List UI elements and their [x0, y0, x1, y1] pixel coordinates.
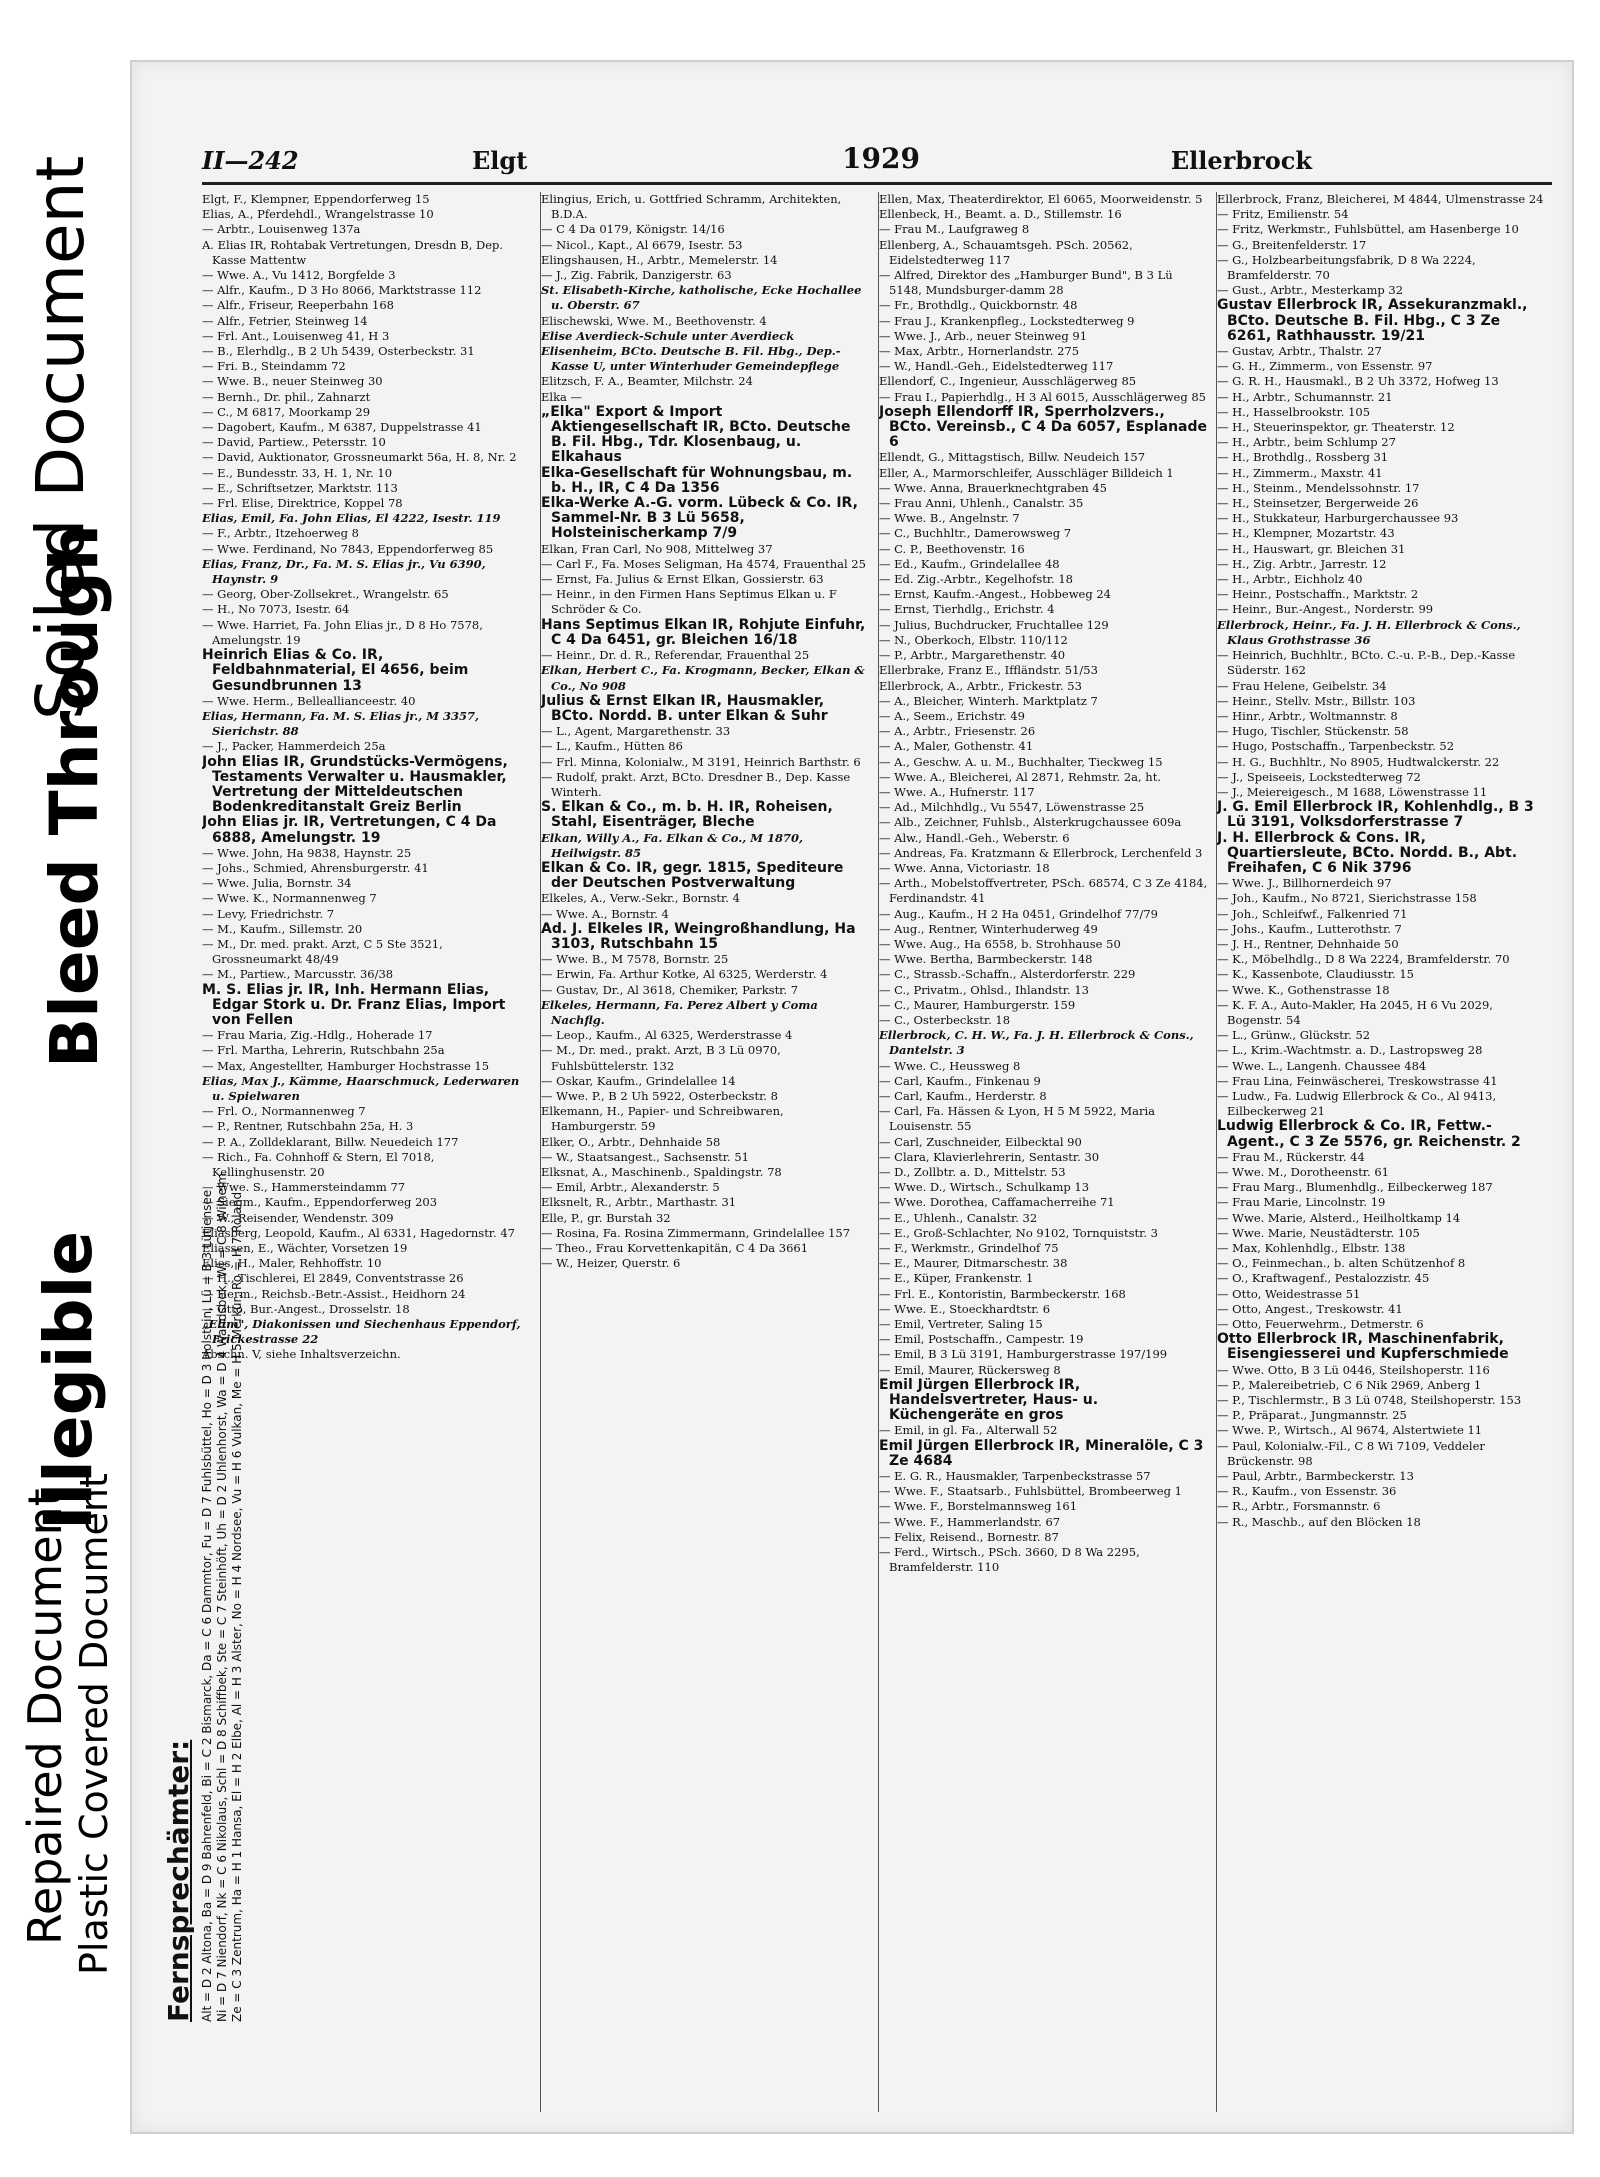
- directory-entry: — W., Reisender, Wendenstr. 309: [202, 1210, 394, 1225]
- directory-entry: — Aug., Rentner, Winterhuderweg 49: [879, 921, 1098, 936]
- directory-entry: — C., Privatm., Ohlsd., Ihlandstr. 13: [879, 982, 1089, 997]
- directory-entry: — H. G., Buchhltr., No 8905, Hudtwalckerstr. 22: [1217, 754, 1500, 769]
- header-first-name: Elgt: [472, 146, 528, 175]
- directory-entry: Elkeles, Hermann, Fa. Perez Albert y Coma Nachflg.: [541, 997, 818, 1027]
- directory-entry: — M., Dr. med. prakt. Arzt, C 5 Ste 3521, Grossneumarkt 48/49: [202, 936, 443, 967]
- directory-entry: — J. H., Rentner, Dehnhaide 50: [1217, 936, 1399, 951]
- directory-entry: — G., Holzbearbeitungsfabrik, D 8 Wa 2224, Bramfelderstr. 70: [1217, 252, 1476, 283]
- directory-entry: — Wwe. Bertha, Barmbeckerstr. 148: [879, 952, 1093, 967]
- directory-entry: — Alfred, Direktor des „Hamburger Bund", B 3 Lü 5148, Mundsburger-damm 28: [879, 268, 1173, 298]
- directory-entry: Julius & Ernst Elkan IR, Hausmakler, BCto. Nordd. B. unter Elkan & Suhr: [541, 692, 828, 724]
- directory-entry: — Gust., Arbtr., Mesterkamp 32: [1217, 283, 1404, 298]
- directory-entry: — Frl. E., Kontoristin, Barmbeckerstr. 168: [879, 1286, 1126, 1301]
- directory-entry: — Hugo, Postschaffn., Tarpenbeckstr. 52: [1217, 739, 1455, 754]
- directory-entry: — Wwe. B., M 7578, Bornstr. 25: [541, 952, 729, 967]
- directory-entry: — David, Partiew., Petersstr. 10: [202, 435, 386, 450]
- directory-entry: — Julius, Buchdrucker, Fruchtallee 129: [879, 617, 1109, 632]
- directory-entry: — Andreas, Fa. Kratzmann & Ellerbrock, Lerchenfeld 3: [879, 845, 1203, 860]
- directory-entry: — E. G. R., Hausmakler, Tarpenbeckstrasse 57: [879, 1469, 1151, 1484]
- directory-entry: — L., Agent, Margarethenstr. 33: [541, 724, 731, 739]
- directory-entry: — Arth., Mobelstoffvertreter, PSch. 68574, C 3 Ze 4184, Ferdinandstr. 41: [879, 876, 1208, 906]
- directory-entry: — Wwe. C., Heussweg 8: [879, 1058, 1021, 1073]
- directory-entry: Heinrich Elias & Co. IR, Feldbahnmaterial, El 4656, beim Gesundbrunnen 13: [202, 647, 469, 694]
- directory-entry: — W., Handl.-Geh., Eidelstedterweg 117: [879, 359, 1114, 374]
- directory-entry: Elias, Max J., Kämme, Haarschmuck, Lederwaren u. Spielwaren: [202, 1073, 520, 1103]
- directory-entry: — W., Heizer, Querstr. 6: [541, 1256, 681, 1271]
- directory-entry: — Wwe. J., Arb., neuer Steinweg 91: [879, 328, 1088, 343]
- directory-entry: — Wwe. P., B 2 Uh 5922, Osterbeckstr. 8: [541, 1088, 778, 1103]
- directory-entry: — Frau Maria, Zig.-Hdlg., Hoherade 17: [202, 1028, 433, 1043]
- directory-entry: — Heinr., Dr. d. R., Referendar, Frauenthal 25: [541, 648, 810, 663]
- directory-entry: — H., Steinm., Mendelssohnstr. 17: [1217, 480, 1420, 495]
- directory-entry: Elkemann, H., Papier- und Schreibwaren, Hamburgerstr. 59: [541, 1104, 784, 1134]
- directory-entry: — Paul, Kolonialw.-Fil., C 8 Wi 7109, Veddeler Brückenstr. 98: [1217, 1438, 1485, 1468]
- directory-entry: — Ernst, Fa. Julius & Ernst Elkan, Gossierstr. 63: [541, 572, 824, 587]
- directory-entry: — Wwe. Harriet, Fa. John Elias jr., D 8 Ho 7578, Amelungstr. 19: [202, 617, 483, 647]
- directory-entry: — Carl F., Fa. Moses Seligman, Ha 4574, Frauenthal 25: [541, 556, 866, 571]
- directory-entry: Elise Averdieck-Schule unter Averdieck: [541, 328, 795, 343]
- directory-entry: — B., Elerhdlg., B 2 Uh 5439, Osterbeckstr. 31: [202, 344, 475, 359]
- directory-entry: — P., Arbtr., Margarethenstr. 40: [879, 648, 1066, 663]
- directory-entry: — Wwe. A., Bornstr. 4: [541, 906, 669, 921]
- directory-entry: — Wwe. M., Dorotheenstr. 61: [1217, 1165, 1389, 1179]
- directory-entry: — H., Zig. Arbtr., Jarrestr. 12: [1217, 556, 1387, 571]
- directory-entry: — K., Kassenbote, Claudiusstr. 15: [1217, 967, 1414, 982]
- directory-entry: — Joh., Kaufm., No 8721, Sierichstrasse 158: [1217, 891, 1477, 906]
- directory-entry: — A., Geschw. A. u. M., Buchhalter, Tieckweg 15: [879, 754, 1163, 769]
- directory-entry: — Otto, Weidestrasse 51: [1217, 1286, 1361, 1301]
- directory-entry: — K. F. A., Auto-Makler, Ha 2045, H 6 Vu 2029, Bogenstr. 54: [1217, 997, 1493, 1027]
- directory-entry: — J., Zig. Fabrik, Danzigerstr. 63: [541, 268, 732, 283]
- directory-entry: — Fritz, Werkmstr., Fuhlsbüttel, am Hasenberge 10: [1217, 222, 1519, 237]
- directory-entry: — Emil, Maurer, Rückersweg 8: [879, 1362, 1061, 1377]
- directory-entry: — Wwe. F., Borstelmannsweg 161: [879, 1499, 1078, 1514]
- directory-entry: — Max, Kohlenhdlg., Elbstr. 138: [1217, 1241, 1406, 1256]
- directory-entry: — A., Maler, Gothenstr. 41: [879, 739, 1034, 754]
- directory-entry: — G. H., Zimmerm., von Essenstr. 97: [1217, 359, 1433, 374]
- directory-entry: — Ernst, Tierhdlg., Erichstr. 4: [879, 602, 1055, 617]
- directory-entry: Elksnelt, R., Arbtr., Marthastr. 31: [541, 1195, 737, 1210]
- directory-entry: — Rosina, Fa. Rosina Zimmermann, Grindelallee 157: [541, 1225, 851, 1240]
- directory-entry: — H., Brothdlg., Rossberg 31: [1217, 450, 1389, 465]
- directory-entry: Ellerbrake, Franz E., Iffländstr. 51/53: [879, 663, 1098, 678]
- directory-entry: — Aug., Kaufm., H 2 Ha 0451, Grindelhof 77/79: [879, 906, 1158, 921]
- directory-entry: — Wwe. F., Hammerlandstr. 67: [879, 1514, 1061, 1529]
- directory-entry: — H., Arbtr., Eichholz 40: [1217, 572, 1363, 587]
- directory-entry: — R., Arbtr., Forsmannstr. 6: [1217, 1499, 1381, 1514]
- directory-entry: M. S. Elias jr. IR, Inh. Hermann Elias, Edgar Stork u. Dr. Franz Elias, Import von Fellen: [202, 981, 506, 1028]
- directory-entry: — Ed. Zig.-Arbtr., Kegelhofstr. 18: [879, 572, 1074, 587]
- directory-entry: — Alfr., Fetrier, Steinweg 14: [202, 313, 368, 328]
- directory-entry: Elisenheim, BCto. Deutsche B. Fil. Hbg., Dep.-Kasse U, unter Winterhuder Gemeindepflege: [541, 344, 841, 374]
- directory-entry: Eliasberg, Leopold, Kaufm., Al 6331, Hagedornstr. 47: [202, 1225, 515, 1240]
- directory-entry: — Frl. Elise, Direktrice, Koppel 78: [202, 496, 403, 511]
- directory-entry: — Ed., Kaufm., Grindelallee 48: [879, 556, 1060, 571]
- legend-line: Ze = C 3 Zentrum, Ha = H 1 Hansa, El = H 2 Elbe, Al = H 3 Alster, No = H 4 Nordsee, Vu = H 6 Vulkan, Me = H 5 Merkur, Ro = H 7 Roland: [230, 1191, 244, 2022]
- directory-entry: — K., Möbelhdlg., D 8 Wa 2224, Bramfelderstr. 70: [1217, 952, 1510, 967]
- directory-entry: Otto Ellerbrock IR, Maschinenfabrik, Eisengiesserei und Kupferschmiede: [1217, 1331, 1509, 1363]
- column-1: [202, 192, 532, 2112]
- directory-entry: — C., Osterbeckstr. 18: [879, 1012, 1011, 1027]
- directory-entry: — Ferd., Wirtsch., PSch. 3660, D 8 Wa 2295, Bramfelderstr. 110: [879, 1545, 1140, 1575]
- directory-entry: John Elias jr. IR, Vertretungen, C 4 Da 6888, Amelungstr. 19: [202, 814, 497, 846]
- directory-entry: — Emil, Arbtr., Alexanderstr. 5: [541, 1180, 720, 1195]
- directory-entry: Ellerbrock, A., Arbtr., Frickestr. 53: [879, 678, 1082, 693]
- directory-entry: — Carl, Kaufm., Finkenau 9: [879, 1073, 1041, 1088]
- directory-entry: A. Elias IR, Rohtabak Vertretungen, Dresdn B, Dep. Kasse Mattentw: [202, 237, 504, 267]
- directory-entry: — Ernst, Kaufm.-Angest., Hobbeweg 24: [879, 587, 1111, 602]
- directory-entry: — Frau Marie, Lincolnstr. 19: [1217, 1195, 1386, 1210]
- directory-entry: — Otto, Feuerwehrm., Detmerstr. 6: [1217, 1317, 1424, 1332]
- directory-entry: — Frau M., Laufgraweg 8: [879, 222, 1030, 237]
- directory-entry: — H., Arbtr., Schumannstr. 21: [1217, 389, 1393, 404]
- legend-title: Fernsprechämter:: [162, 1739, 195, 2022]
- directory-entry: — Paul, Arbtr., Barmbeckerstr. 13: [1217, 1469, 1414, 1484]
- directory-entry: — R., Maschb., auf den Blöcken 18: [1217, 1514, 1421, 1529]
- directory-entry: — C. P., Beethovenstr. 16: [879, 541, 1025, 556]
- directory-entry: — Fri. B., Steindamm 72: [202, 359, 346, 374]
- directory-entry: — P., Tischlermstr., B 3 Lü 0748, Steilshoperstr. 153: [1217, 1393, 1522, 1408]
- legend-line: Ni = D 7 Niendorf, Nk = C 6 Nikolaus, Schl = D 8 Schiffbek, Ste = C 7 Steinhöft, Uh = D 2 Uhlenhorst, Wa = D 4 Wandsbek, Wi = C 8 Wilhelm: [215, 1173, 229, 2022]
- directory-entry: — A., Arbtr., Friesenstr. 26: [879, 724, 1036, 739]
- directory-entry: — Arbtr., Louisenweg 137a: [202, 222, 361, 237]
- directory-entry: — Carl, Kaufm., Herderstr. 8: [879, 1088, 1047, 1103]
- directory-entry: — Wwe. A., Hufnerstr. 117: [879, 784, 1035, 799]
- directory-entry: — C., Maurer, Hamburgerstr. 159: [879, 997, 1076, 1012]
- directory-entry: Elkeles, A., Verw.-Sekr., Bornstr. 4: [541, 891, 740, 906]
- directory-entry: — H., No 7073, Isestr. 64: [202, 602, 350, 617]
- directory-entry: — Wwe. E., Stoeckhardtstr. 6: [879, 1301, 1051, 1316]
- directory-entry: Elias, Hermann, Fa. M. S. Elias jr., M 3357, Sierichstr. 88: [202, 708, 480, 739]
- directory-entry: — D., Zollbtr. a. D., Mittelstr. 53: [879, 1165, 1066, 1179]
- directory-entry: „Elim", Diakonissen und Siechenhaus Eppendorf, Frickestrasse 22: [202, 1317, 521, 1347]
- directory-entry: — Frl. Martha, Lehrerin, Rutschbahn 25a: [202, 1043, 445, 1058]
- directory-entry: Elischewski, Wwe. M., Beethovenstr. 4: [541, 313, 767, 328]
- directory-entry: — Wwe. Ferdinand, No 7843, Eppendorferweg 85: [202, 541, 494, 556]
- directory-entry: — Frau M., Rückerstr. 44: [1217, 1149, 1365, 1164]
- directory-entry: — Wwe. A., Bleicherei, Al 2871, Rehmstr. 2a, ht.: [879, 769, 1161, 784]
- directory-entry: — Clara, Klavierlehrerin, Sentastr. 30: [879, 1149, 1100, 1164]
- directory-entry: Elkan, Fran Carl, No 908, Mittelweg 37: [541, 541, 773, 556]
- directory-entry: Ellenberg, A., Schauamtsgeh. PSch. 20562, Eidelstedterweg 117: [879, 237, 1133, 267]
- directory-entry: — Gustav, Arbtr., Thalstr. 27: [1217, 344, 1382, 359]
- directory-entry: — L., Krim.-Wachtmstr. a. D., Lastropsweg 28: [1217, 1043, 1483, 1058]
- directory-entry: — Johs., Schmied, Ahrensburgerstr. 41: [202, 860, 429, 875]
- directory-entry: — Wwe. Otto, B 3 Lü 0446, Steilshoperstr. 116: [1217, 1362, 1490, 1377]
- directory-entry: Emil Jürgen Ellerbrock IR, Handelsvertreter, Haus- u. Küchengeräte en gros: [879, 1376, 1099, 1424]
- page-number: II—242: [202, 146, 299, 175]
- directory-entry: — C 4 Da 0179, Königstr. 14/16: [541, 222, 725, 237]
- directory-entry: — G., Breitenfelderstr. 17: [1217, 237, 1367, 252]
- directory-entry: — Wwe. D., Wirtsch., Schulkamp 13: [879, 1180, 1090, 1195]
- directory-entry: — Frau Marg., Blumenhdlg., Eilbeckerweg 187: [1217, 1180, 1493, 1195]
- directory-entry: — Wwe. K., Normannenweg 7: [202, 891, 377, 906]
- directory-entry: — Frl. Minna, Kolonialw., M 3191, Heinrich Barthstr. 6: [541, 754, 861, 769]
- directory-entry: — Heinr., Stellv. Mstr., Billstr. 103: [1217, 693, 1416, 708]
- directory-entry: Ellerbrock, Heinr., Fa. J. H. Ellerbrock & Cons., Klaus Grothstrasse 36: [1217, 617, 1521, 647]
- directory-entry: — Wwe. Anna, Brauerknechtgraben 45: [879, 480, 1107, 495]
- directory-entry: — M., Dr. med., prakt. Arzt, B 3 Lü 0970, Fuhlsbüttelerstr. 132: [541, 1043, 781, 1073]
- directory-entry: — Hinr., Arbtr., Woltmannstr. 8: [1217, 708, 1398, 723]
- directory-entry: — M., Kaufm., Sillemstr. 20: [202, 921, 363, 936]
- directory-entry: Gustav Ellerbrock IR, Assekuranzmakl., BCto. Deutsche B. Fil. Hbg., C 3 Ze 6261, Rathhausstr. 19/21: [1217, 297, 1528, 344]
- directory-entry: — Wwe. S., Hammersteindamm 77: [202, 1180, 406, 1195]
- directory-entry: „Elka" Export & Import Aktiengesellschaft IR, BCto. Deutsche B. Fil. Hbg., Tdr. Klosenbaug, u. Elkahaus: [541, 403, 851, 466]
- directory-entry: — E., Schriftsetzer, Marktstr. 113: [202, 480, 398, 495]
- directory-entry: — H., Steinsetzer, Bergerweide 26: [1217, 496, 1419, 511]
- directory-entry: Elingius, Erich, u. Gottfried Schramm, Architekten, B.D.A.: [541, 192, 842, 222]
- directory-entry: — Wwe. Julia, Bornstr. 34: [202, 876, 352, 891]
- directory-entry: — C., M 6817, Moorkamp 29: [202, 404, 371, 419]
- directory-entry: Ellendorf, C., Ingenieur, Ausschlägerweg 85: [879, 374, 1137, 389]
- directory-entry: — A., Seem., Erichstr. 49: [879, 708, 1025, 723]
- directory-entry: Elies, H., Maler, Rehhoffstr. 10: [202, 1256, 382, 1271]
- directory-entry: — Wwe. L., Langenh. Chaussee 484: [1217, 1058, 1427, 1073]
- directory-entry: — G. R. H., Hausmakl., B 2 Uh 3372, Hofweg 13: [1217, 374, 1499, 389]
- directory-entry: Elka —: [541, 389, 583, 404]
- directory-entry: Elias, Emil, Fa. John Elias, El 4222, Isestr. 119: [202, 511, 501, 526]
- directory-entry: — F., Arbtr., Itzehoerweg 8: [202, 526, 359, 541]
- directory-entry: — Ludw., Fa. Ludwig Ellerbrock & Co., Al 9413, Eilbeckerweg 21: [1217, 1088, 1497, 1119]
- directory-entry: — E., Küper, Frankenstr. 1: [879, 1271, 1034, 1286]
- directory-entry: — Alb., Zeichner, Fuhlsb., Alsterkrugchaussee 609a: [879, 815, 1182, 830]
- column-2: [540, 192, 871, 2112]
- directory-entry: — E., Maurer, Ditmarschestr. 38: [879, 1256, 1068, 1271]
- directory-entry: — Wwe. Aug., Ha 6558, b. Strohhause 50: [879, 936, 1121, 951]
- directory-entry: John Elias IR, Grundstücks-Vermögens, Testaments Verwalter u. Hausmakler, Vertretung der Mitteldeutschen Bodenkreditanstalt Greiz Berlin: [202, 753, 508, 816]
- directory-entry: — Johs., Kaufm., Lutterothstr. 7: [1217, 921, 1402, 936]
- directory-entry: — Heinr., Postschaffn., Marktstr. 2: [1217, 587, 1419, 602]
- directory-entry: — Erwin, Fa. Arthur Kotke, Al 6325, Werderstr. 4: [541, 967, 828, 982]
- directory-entry: — Dagobert, Kaufm., M 6387, Duppelstrasse 41: [202, 420, 482, 435]
- directory-entry: — H., Tischlerei, El 2849, Conventstrasse 26: [202, 1271, 464, 1286]
- directory-entry: — Wwe. P., Wirtsch., Al 9674, Alstertwiete 11: [1217, 1423, 1483, 1438]
- directory-entry: — Wwe. Marie, Neustädterstr. 105: [1217, 1225, 1420, 1240]
- directory-entry: — Wwe. Herm., Belleallianceestr. 40: [202, 693, 416, 708]
- directory-entry: — Carl, Zuschneider, Eilbecktal 90: [879, 1134, 1082, 1149]
- directory-entry: — H., Zimmerm., Maxstr. 41: [1217, 465, 1383, 480]
- directory-entry: S. Elkan & Co., m. b. H. IR, Roheisen, Stahl, Eisenträger, Bleche: [541, 799, 833, 831]
- directory-entry: — Wwe. Marie, Alsterd., Heilholtkamp 14: [1217, 1210, 1461, 1225]
- warning-plastic: Plastic Covered Document: [72, 1473, 116, 1975]
- header-last-name: Ellerbrock: [1170, 146, 1312, 175]
- directory-page: [130, 60, 1574, 2134]
- directory-entry: — Joh., Schleifwf., Falkenried 71: [1217, 906, 1408, 921]
- directory-entry: — Heinr., in den Firmen Hans Septimus Elkan u. F Schröder & Co.: [541, 587, 837, 617]
- directory-entry: — Ad., Milchhdlg., Vu 5547, Löwenstrasse 25: [879, 800, 1145, 815]
- directory-entry: — H., Stukkateur, Harburgerchaussee 93: [1217, 511, 1459, 526]
- directory-entry: Elksnat, A., Maschinenb., Spaldingstr. 78: [541, 1165, 782, 1179]
- directory-entry: — Frl. Ant., Louisenweg 41, H 3: [202, 328, 390, 343]
- directory-entry: J. G. Emil Ellerbrock IR, Kohlenhdlg., B 3 Lü 3191, Volksdorferstrasse 7: [1217, 799, 1534, 831]
- directory-entry: Elkan, Herbert C., Fa. Krogmann, Becker, Elkan & Co., No 908: [541, 663, 865, 693]
- directory-entry: — Oskar, Kaufm., Grindelallee 14: [541, 1073, 736, 1088]
- directory-entry: — Frau Helene, Geibelstr. 34: [1217, 678, 1387, 693]
- directory-entry: — W., Staatsangest., Sachsenstr. 51: [541, 1149, 749, 1164]
- directory-entry: — Fr., Brothdlg., Quickbornstr. 48: [879, 298, 1078, 313]
- directory-entry: — Otto, Bur.-Angest., Drosselstr. 18: [202, 1301, 410, 1316]
- column-4: [1216, 192, 1547, 2112]
- directory-entry: — P. A., Zolldeklarant, Billw. Neuedeich 177: [202, 1134, 459, 1149]
- directory-entry: Ellerbrock, Franz, Bleicherei, M 4844, Ulmenstrasse 24: [1217, 192, 1544, 206]
- directory-entry: — Herm., Reichsb.-Betr.-Assist., Heidhorn 24: [202, 1286, 466, 1301]
- directory-entry: Elitzsch, F. A., Beamter, Milchstr. 24: [541, 374, 753, 389]
- header-year: 1929: [842, 142, 920, 175]
- directory-entry: Ad. J. Elkeles IR, Weingroßhandlung, Ha 3103, Rutschbahn 15: [541, 920, 856, 952]
- directory-entry: St. Elisabeth-Kirche, katholische, Ecke Hochallee u. Oberstr. 67: [541, 283, 862, 313]
- directory-entry: — O., Feinmechan., b. alten Schützenhof 8: [1217, 1256, 1466, 1271]
- directory-entry: — Emil, B 3 Lü 3191, Hamburgerstrasse 197/199: [879, 1347, 1168, 1362]
- directory-entry: — Frau J., Krankenpfleg., Lockstedterweg 9: [879, 313, 1135, 328]
- directory-entry: — J., Packer, Hammerdeich 25a: [202, 739, 386, 754]
- directory-entry: Eller, A., Marmorschleifer, Ausschläger Billdeich 1: [879, 465, 1174, 480]
- directory-entry: — Alfr., Friseur, Reeperbahn 168: [202, 298, 394, 313]
- directory-entry: Elka-Gesellschaft für Wohnungsbau, m. b. H., IR, C 4 Da 1356: [541, 464, 853, 496]
- directory-entry: Elgt, F., Klempner, Eppendorferweg 15: [202, 192, 430, 206]
- directory-entry: Ludwig Ellerbrock & Co. IR, Fettw.-Agent., C 3 Ze 5576, gr. Reichenstr. 2: [1217, 1118, 1521, 1150]
- directory-entry: — Emil, Postschaffn., Campestr. 19: [879, 1332, 1084, 1347]
- directory-entry: — P., Rentner, Rutschbahn 25a, H. 3: [202, 1119, 414, 1134]
- directory-entry: — L., Grünw., Glückstr. 52: [1217, 1028, 1371, 1043]
- directory-entry: — Levy, Friedrichstr. 7: [202, 906, 335, 921]
- page-header: [202, 142, 1552, 185]
- warning-soiled: Soiled Document: [22, 155, 99, 720]
- directory-entry: — L., Kaufm., Hütten 86: [541, 739, 683, 754]
- directory-entry: — Wwe. B., Angelnstr. 7: [879, 511, 1020, 526]
- directory-entry: — Wwe. Dorothea, Caffamacherreihe 71: [879, 1195, 1115, 1210]
- directory-entry: — Georg, Ober-Zollsekret., Wrangelstr. 65: [202, 587, 449, 602]
- directory-entry: J. H. Ellerbrock & Cons. IR, Quartiersleute, BCto. Nordd. B., Abt. Freihafen, C 6 Nik 3796: [1217, 829, 1518, 876]
- directory-entry: Elkan, Willy A., Fa. Elkan & Co., M 1870, Heilwigstr. 85: [541, 830, 804, 860]
- directory-entry: — P., Präparat., Jungmannstr. 25: [1217, 1408, 1407, 1423]
- directory-entry: — Emil, in gl. Fa., Alterwall 52: [879, 1423, 1058, 1438]
- directory-entry: — H., Hauswart, gr. Bleichen 31: [1217, 541, 1406, 556]
- directory-entry: — J., Speiseeis, Lockstedterweg 72: [1217, 769, 1421, 784]
- directory-entry: — Emil, Vertreter, Saling 15: [879, 1317, 1043, 1332]
- directory-entry: — E., Uhlenh., Canalstr. 32: [879, 1210, 1038, 1225]
- directory-entry: — Rudolf, prakt. Arzt, BCto. Dresdner B., Dep. Kasse Winterh.: [541, 769, 851, 799]
- directory-entry: — Alw., Handl.-Geh., Weberstr. 6: [879, 830, 1070, 845]
- directory-entry: Elka-Werke A.-G. vorm. Lübeck & Co. IR, Sammel-Nr. B 3 Lü 5658, Holsteinischerkamp 7/9: [541, 495, 858, 542]
- directory-entry: Emil Jürgen Ellerbrock IR, Mineralöle, C 3 Ze 4684: [879, 1437, 1204, 1469]
- directory-entry: — C., Strassb.-Schaffn., Alsterdorferstr. 229: [879, 967, 1136, 982]
- directory-entry: — Bernh., Dr. phil., Zahnarzt: [202, 389, 371, 404]
- directory-entry: — H., Klempner, Mozartstr. 43: [1217, 526, 1395, 541]
- directory-entry: Eliassen, E., Wächter, Vorsetzen 19: [202, 1241, 408, 1256]
- directory-entry: — Wwe. Anna, Victoriastr. 18: [879, 860, 1050, 875]
- directory-entry: — R., Kaufm., von Essenstr. 36: [1217, 1484, 1397, 1499]
- directory-entry: Elias, Franz, Dr., Fa. M. S. Elias jr., Vu 6390, Haynstr. 9: [202, 556, 486, 587]
- directory-entry: Ellenbeck, H., Beamt. a. D., Stillemstr. 16: [879, 207, 1122, 222]
- directory-entry: — E., Bundesstr. 33, H. 1, Nr. 10: [202, 465, 393, 480]
- directory-entry: Elingshausen, H., Arbtr., Memelerstr. 14: [541, 252, 778, 267]
- directory-entry: — A., Bleicher, Winterh. Marktplatz 7: [879, 693, 1098, 708]
- warning-illegible: Illegible: [30, 1230, 107, 1530]
- directory-entry: — Max, Arbtr., Hornerlandstr. 275: [879, 344, 1080, 359]
- directory-entry: Elkan & Co. IR, gegr. 1815, Spediteure der Deutschen Postverwaltung: [541, 859, 844, 892]
- warning-repaired: Repaired Document: [18, 1488, 72, 1945]
- directory-entry: — N., Oberkoch, Elbstr. 110/112: [879, 632, 1068, 647]
- directory-entry: — Wwe. A., Vu 1412, Borgfelde 3: [202, 268, 396, 283]
- directory-entry: — Heinrich, Buchhltr., BCto. C.-u. P.-B., Dep.-Kasse Süderstr. 162: [1217, 648, 1516, 678]
- directory-entry: — Wwe. B., neuer Steinweg 30: [202, 374, 383, 389]
- directory-entry: — Wwe. John, Ha 9838, Haynstr. 25: [202, 845, 412, 860]
- directory-columns: [202, 192, 1552, 2112]
- directory-entry: — H., Steuerinspektor, gr. Theaterstr. 12: [1217, 420, 1455, 435]
- directory-entry: Ellen, Max, Theaterdirektor, El 6065, Moorweidenstr. 5: [879, 192, 1203, 206]
- directory-entry: — Wwe. J., Billhornerdeich 97: [1217, 876, 1392, 891]
- directory-entry: Abschn. V, siehe Inhaltsverzeichn.: [202, 1347, 401, 1362]
- directory-entry: — Heinr., Bur.-Angest., Norderstr. 99: [1217, 602, 1434, 617]
- directory-entry: — Alfr., Kaufm., D 3 Ho 8066, Marktstrasse 112: [202, 283, 482, 298]
- directory-entry: Ellendt, G., Mittagstisch, Billw. Neudeich 157: [879, 450, 1146, 465]
- directory-entry: — Frau Lina, Feinwäscherei, Treskowstrasse 41: [1217, 1073, 1498, 1088]
- directory-entry: — F., Werkmstr., Grindelhof 75: [879, 1241, 1059, 1256]
- directory-entry: — David, Auktionator, Grossneumarkt 56a, H. 8, Nr. 2: [202, 450, 517, 465]
- directory-entry: — Gustav, Dr., Al 3618, Chemiker, Parkstr. 7: [541, 982, 799, 997]
- directory-entry: — E., Groß-Schlachter, No 9102, Tornquiststr. 3: [879, 1225, 1158, 1240]
- directory-entry: — Max, Angestellter, Hamburger Hochstrasse 15: [202, 1058, 490, 1073]
- directory-entry: — Felix, Reisend., Bornestr. 87: [879, 1529, 1059, 1544]
- directory-entry: Joseph Ellendorff IR, Sperrholzvers., BCto. Vereinsb., C 4 Da 6057, Esplanade 6: [879, 403, 1208, 451]
- directory-entry: — J., Meiereigesch., M 1688, Löwenstrasse 11: [1217, 784, 1488, 799]
- column-3: [878, 192, 1209, 2112]
- directory-entry: — Frau Anni, Uhlenh., Canalstr. 35: [879, 496, 1084, 511]
- directory-entry: Ellerbrock, C. H. W., Fa. J. H. Ellerbrock & Cons., Dantelstr. 3: [879, 1028, 1194, 1058]
- directory-entry: — H., Arbtr., beim Schlump 27: [1217, 435, 1396, 450]
- directory-entry: — Carl, Fa. Hässen & Lyon, H 5 M 5922, Maria Louisenstr. 55: [879, 1104, 1156, 1134]
- directory-entry: — C., Buchhltr., Damerowsweg 7: [879, 526, 1072, 541]
- directory-entry: — Nicol., Kapt., Al 6679, Isestr. 53: [541, 237, 743, 252]
- directory-entry: — Wwe. K., Gothenstrasse 18: [1217, 982, 1390, 997]
- directory-entry: — Wwe. F., Staatsarb., Fuhlsbüttel, Brombeerweg 1: [879, 1484, 1182, 1499]
- warning-bleed: Bleed Through: [36, 524, 113, 1068]
- directory-entry: — H., Hasselbrookstr. 105: [1217, 404, 1371, 419]
- directory-entry: Elle, P., gr. Burstah 32: [541, 1210, 671, 1225]
- legend-line: Alt = D 2 Altona, Ba = D 9 Bahrenfeld, Bi = C 2 Bismarck, Da = C 6 Dammtor, Fu = D 7 Fuhlsbüttel, Ho = D 3 Holstein, Lü = B 3 Lütjensee: [200, 1189, 214, 2022]
- directory-entry: — Theo., Frau Korvettenkapitän, C 4 Da 3661: [541, 1241, 809, 1256]
- directory-entry: — Leop., Kaufm., Al 6325, Werderstrasse 4: [541, 1028, 793, 1043]
- directory-entry: — P., Malereibetrieb, C 6 Nik 2969, Anberg 1: [1217, 1377, 1482, 1392]
- directory-entry: — O., Kraftwagenf., Pestalozzistr. 45: [1217, 1271, 1430, 1286]
- directory-entry: — Fritz, Emilienstr. 54: [1217, 207, 1349, 222]
- directory-entry: Hans Septimus Elkan IR, Rohjute Einfuhr, C 4 Da 6451, gr. Bleichen 16/18: [541, 616, 866, 648]
- directory-entry: — Otto, Angest., Treskowstr. 41: [1217, 1301, 1403, 1316]
- directory-entry: — Hugo, Tischler, Stückenstr. 58: [1217, 724, 1409, 739]
- directory-entry: — M., Partiew., Marcusstr. 36/38: [202, 967, 394, 982]
- directory-entry: — Siegm., Kaufm., Eppendorferweg 203: [202, 1195, 438, 1210]
- directory-entry: Elker, O., Arbtr., Dehnhaide 58: [541, 1134, 721, 1149]
- directory-entry: — Frau I., Papierhdlg., H 3 Al 6015, Ausschlägerweg 85: [879, 389, 1206, 404]
- directory-entry: Elias, A., Pferdehdl., Wrangelstrasse 10: [202, 207, 434, 222]
- directory-entry: — Rich., Fa. Cohnhoff & Stern, El 7018, Kellinghusenstr. 20: [202, 1149, 435, 1179]
- directory-entry: — Frl. O., Normannenweg 7: [202, 1104, 366, 1119]
